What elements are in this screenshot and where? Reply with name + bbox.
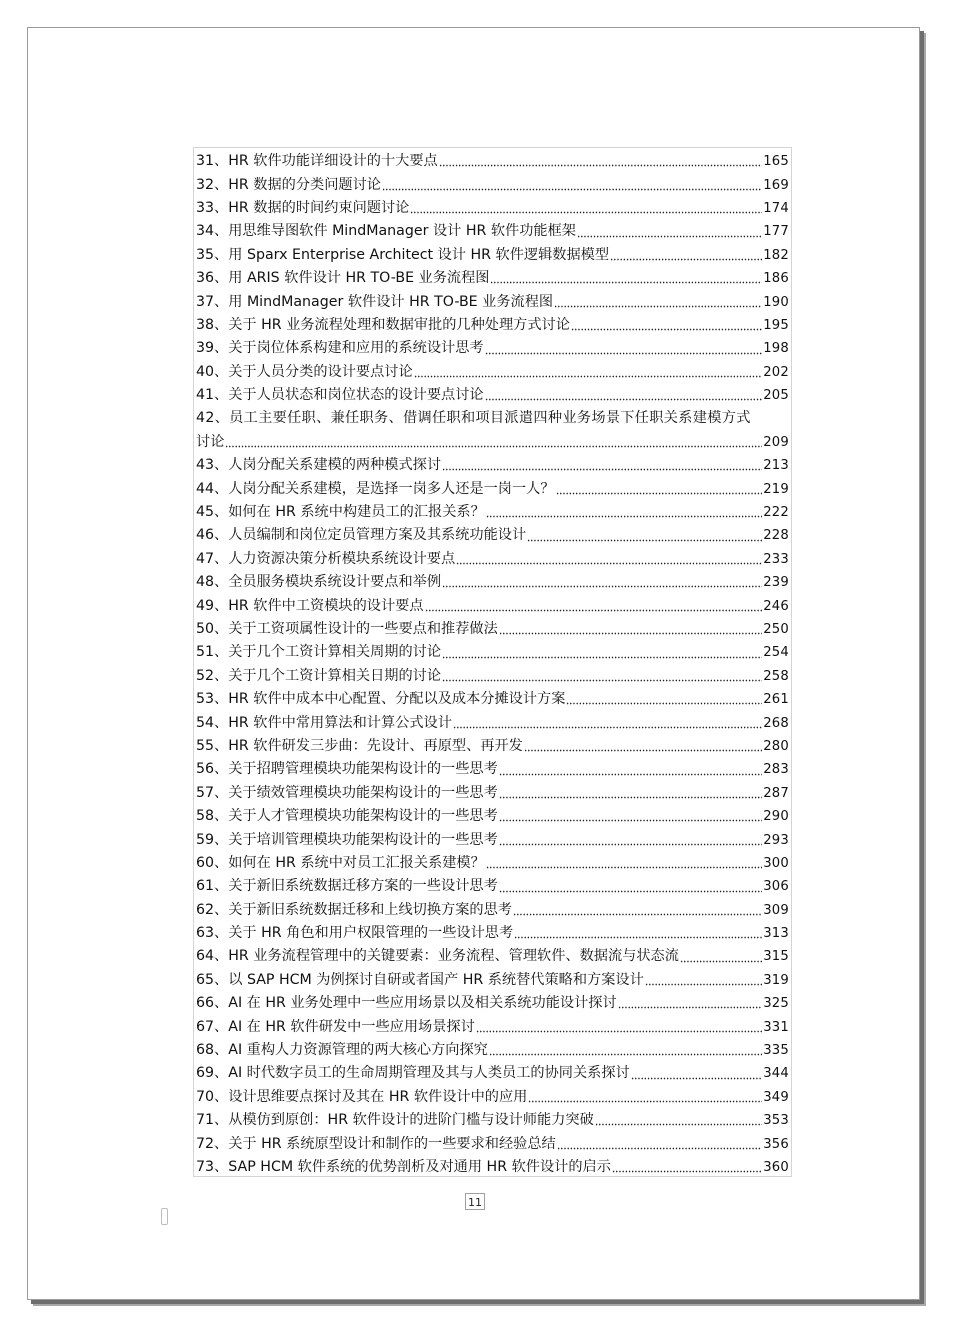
toc-dot-leader xyxy=(514,931,762,939)
toc-entry-page: 349 xyxy=(763,1089,789,1105)
toc-entry[interactable] xyxy=(196,569,789,592)
toc-dot-leader xyxy=(554,300,762,308)
toc-dot-leader xyxy=(556,487,763,495)
toc-entry-page: 233 xyxy=(763,551,789,567)
toc-entry-title: 62、关于新旧系统数据迁移和上线切换方案的思考 xyxy=(196,901,512,918)
toc-entry-title: 49、HR 软件中工资模块的设计要点 xyxy=(196,597,424,614)
toc-entry-page: 344 xyxy=(763,1066,789,1082)
toc-dot-leader xyxy=(442,580,762,588)
toc-entry-title: 42、员工主要任职、兼任职务、借调任职和项目派遣四种业务场景下任职关系建模方式 xyxy=(196,410,751,427)
toc-entry-title: 37、用 MindManager 软件设计 HR TO-BE 业务流程图 xyxy=(196,293,554,310)
toc-entry-page: 186 xyxy=(763,271,789,287)
toc-entry-page: 293 xyxy=(763,832,789,848)
toc-entry[interactable] xyxy=(196,1107,789,1130)
toc-entry-page: 325 xyxy=(763,996,789,1012)
toc-entry-continuation[interactable] xyxy=(196,429,789,452)
toc-entry-page: 246 xyxy=(763,598,789,614)
toc-dot-leader xyxy=(527,534,762,542)
toc-dot-leader xyxy=(513,908,762,916)
toc-entry-page: 195 xyxy=(763,317,789,333)
toc-entry-title: 55、HR 软件研发三步曲：先设计、再原型、再开发 xyxy=(196,737,523,754)
toc-entry[interactable] xyxy=(196,756,789,779)
toc-entry-page: 290 xyxy=(763,809,789,825)
toc-entry-title: 68、AI 重构人力资源管理的两大核心方向探究 xyxy=(196,1042,488,1059)
toc-entry[interactable] xyxy=(196,218,789,241)
toc-entry-page: 190 xyxy=(763,294,789,310)
toc-dot-leader xyxy=(442,463,762,471)
toc-entry-title: 36、用 ARIS 软件设计 HR TO-BE 业务流程图 xyxy=(196,270,490,287)
toc-entry[interactable] xyxy=(196,639,789,662)
toc-dot-leader xyxy=(612,1165,762,1173)
toc-entry-page: 356 xyxy=(763,1136,789,1152)
toc-entry-page: 353 xyxy=(763,1113,789,1129)
toc-dot-leader xyxy=(499,768,762,776)
toc-entry-title: 45、如何在 HR 系统中构建员工的汇报关系？ xyxy=(196,504,485,521)
toc-entry-title: 41、关于人员状态和岗位状态的设计要点讨论 xyxy=(196,387,484,404)
toc-entry-page: 213 xyxy=(763,458,789,474)
toc-entry-title: 66、AI 在 HR 业务处理中一些应用场景以及相关系统功能设计探讨 xyxy=(196,995,617,1012)
toc-entry-page: 228 xyxy=(763,528,789,544)
toc-entry[interactable] xyxy=(196,288,789,311)
page-number: 11 xyxy=(465,1193,485,1210)
toc-entry[interactable] xyxy=(196,850,789,873)
toc-entry[interactable] xyxy=(196,1060,789,1083)
toc-entry-page: 261 xyxy=(763,692,789,708)
toc-dot-leader xyxy=(225,440,762,448)
toc-entry-title: 52、关于几个工资计算相关日期的讨论 xyxy=(196,667,442,684)
toc-entry-page: 198 xyxy=(763,341,789,357)
toc-entry-title: 67、AI 在 HR 软件研发中一些应用场景探讨 xyxy=(196,1018,475,1035)
toc-entry[interactable] xyxy=(196,265,789,288)
toc-entry-title: 56、关于招聘管理模块功能架构设计的一些思考 xyxy=(196,761,498,778)
toc-entry-page: 313 xyxy=(763,926,789,942)
toc-dot-leader xyxy=(442,651,762,659)
toc-entry-title: 32、HR 数据的分类问题讨论 xyxy=(196,176,381,193)
toc-dot-leader xyxy=(414,370,763,378)
toc-entry-title: 53、HR 软件中成本中心配置、分配以及成本分摊设计方案 xyxy=(196,691,566,708)
toc-dot-leader xyxy=(442,674,762,682)
toc-entry-title: 59、关于培训管理模块功能架构设计的一些思考 xyxy=(196,831,498,848)
toc-dot-leader xyxy=(499,814,762,822)
toc-dot-leader xyxy=(485,347,763,355)
toc-dot-leader xyxy=(410,206,762,214)
toc-entry-title: 57、关于绩效管理模块功能架构设计的一些思考 xyxy=(196,784,498,801)
toc-entry-title: 46、人员编制和岗位定员管理方案及其系统功能设计 xyxy=(196,527,527,544)
toc-entry[interactable] xyxy=(196,1013,789,1036)
toc-entry[interactable] xyxy=(196,546,789,569)
toc-entry[interactable] xyxy=(196,499,789,522)
toc-entry-page: 174 xyxy=(763,200,789,216)
toc-dot-leader xyxy=(486,861,762,869)
toc-entry-title: 65、以 SAP HCM 为例探讨自研或者国产 HR 系统替代策略和方案设计 xyxy=(196,971,644,988)
toc-dot-leader xyxy=(453,721,762,729)
toc-entry[interactable] xyxy=(196,452,789,475)
toc-entry-title: 58、关于人才管理模块功能架构设计的一些思考 xyxy=(196,808,498,825)
toc-entry[interactable] xyxy=(196,171,789,194)
toc-entry[interactable] xyxy=(196,148,789,171)
toc-entry-page: 280 xyxy=(763,738,789,754)
toc-entry[interactable] xyxy=(196,195,789,218)
toc-entry[interactable] xyxy=(196,1154,789,1177)
toc-entry[interactable] xyxy=(196,592,789,615)
toc-entry-page: 182 xyxy=(763,247,789,263)
toc-entry-page: 250 xyxy=(763,622,789,637)
toc-entry-title: 40、关于人员分类的设计要点讨论 xyxy=(196,363,413,380)
toc-entry-page: 239 xyxy=(763,575,789,591)
toc-entry[interactable] xyxy=(196,967,789,990)
toc-entry-title: 61、关于新旧系统数据迁移方案的一些设计思考 xyxy=(196,878,498,895)
toc-entry-page: 268 xyxy=(763,715,789,731)
toc-dot-leader xyxy=(680,955,762,963)
toc-entry-page: 331 xyxy=(763,1019,789,1035)
toc-dot-leader xyxy=(524,744,762,752)
toc-entry-title: 48、全员服务模块系统设计要点和举例 xyxy=(196,574,442,591)
toc-entry-page: 169 xyxy=(763,177,789,193)
toc-entry-title: 讨论 xyxy=(196,433,225,450)
toc-entry-title: 31、HR 软件功能详细设计的十大要点 xyxy=(196,153,438,170)
toc-entry-title: 69、AI 时代数字员工的生命周期管理及其与人类员工的协同关系探讨 xyxy=(196,1065,630,1082)
toc-entry[interactable] xyxy=(196,475,789,498)
toc-entry[interactable] xyxy=(196,780,789,803)
toc-entry[interactable] xyxy=(196,335,789,358)
toc-entry-title: 64、HR 业务流程管理中的关键要素：业务流程、管理软件、数据流与状态流 xyxy=(196,948,679,965)
toc-entry[interactable] xyxy=(196,803,789,826)
toc-dot-leader xyxy=(486,510,762,518)
toc-entry[interactable] xyxy=(196,826,789,849)
toc-entry[interactable] xyxy=(196,686,789,709)
toc-entry-title: 73、SAP HCM 软件系统的优势剖析及对通用 HR 软件设计的启示 xyxy=(196,1158,611,1175)
toc-dot-leader xyxy=(577,230,762,238)
toc-entry-title: 35、用 Sparx Enterprise Architect 设计 HR 软件逻辑数据模型 xyxy=(196,246,610,263)
toc-entry-page: 254 xyxy=(763,645,789,661)
toc-entry-page: 202 xyxy=(763,364,789,380)
toc-entry-page: 300 xyxy=(763,855,789,871)
toc-entry[interactable] xyxy=(196,943,789,966)
toc-dot-leader xyxy=(382,183,762,191)
toc-dot-leader xyxy=(425,604,763,612)
toc-entry-page: 335 xyxy=(763,1043,789,1059)
toc-dot-leader xyxy=(439,159,763,167)
toc-dot-leader xyxy=(499,838,762,846)
toc-entry-page: 209 xyxy=(763,434,789,450)
toc-entry-title: 50、关于工资项属性设计的一些要点和推荐做法 xyxy=(196,621,498,637)
toc-dot-leader xyxy=(645,978,762,986)
toc-entry-page: 319 xyxy=(763,972,789,988)
toc-entry-page: 360 xyxy=(763,1159,789,1175)
toc-dot-leader xyxy=(571,323,762,331)
toc-entry-page: 283 xyxy=(763,762,789,778)
toc-entry[interactable] xyxy=(196,359,789,382)
text-cursor-marker xyxy=(161,1208,168,1225)
toc-entry[interactable] xyxy=(196,873,789,896)
toc-entry-page: 309 xyxy=(763,902,789,918)
toc-entry-title: 51、关于几个工资计算相关周期的讨论 xyxy=(196,644,442,661)
toc-dot-leader xyxy=(476,1025,762,1033)
toc-entry-title: 71、从模仿到原创：HR 软件设计的进阶门槛与设计师能力突破 xyxy=(196,1112,594,1129)
document-page xyxy=(27,27,920,1300)
toc-entry-title: 60、如何在 HR 系统中对员工汇报关系建模？ xyxy=(196,854,485,871)
toc-entry[interactable] xyxy=(196,616,789,639)
toc-entry-page: 177 xyxy=(763,224,789,240)
toc-entry-title: 38、关于 HR 业务流程处理和数据审批的几种处理方式讨论 xyxy=(196,316,570,333)
toc-dot-leader xyxy=(490,276,762,284)
toc-entry-title: 34、用思维导图软件 MindManager 设计 HR 软件功能框架 xyxy=(196,223,576,240)
toc-entry-title: 72、关于 HR 系统原型设计和制作的一些要求和经验总结 xyxy=(196,1135,556,1152)
toc-dot-leader xyxy=(489,1048,762,1056)
toc-entry[interactable] xyxy=(196,663,789,686)
toc-entry-page: 306 xyxy=(763,879,789,895)
toc-entry-page: 315 xyxy=(763,949,789,965)
toc-entry[interactable] xyxy=(196,405,789,428)
toc-entry[interactable] xyxy=(196,1130,789,1153)
toc-entry-title: 47、人力资源决策分析模块系统设计要点 xyxy=(196,550,456,567)
toc-entry-title: 63、关于 HR 角色和用户权限管理的一些设计思考 xyxy=(196,925,514,942)
toc-entry-page: 165 xyxy=(763,154,789,170)
toc-entry[interactable] xyxy=(196,312,789,335)
toc-dot-leader xyxy=(528,1095,762,1103)
toc-entry[interactable] xyxy=(196,733,789,756)
toc-dot-leader xyxy=(557,1142,762,1150)
table-of-contents xyxy=(193,147,792,1177)
toc-entry-page: 287 xyxy=(763,785,789,801)
toc-entry[interactable] xyxy=(196,920,789,943)
toc-entry-page: 222 xyxy=(763,505,789,521)
toc-dot-leader xyxy=(595,1118,762,1126)
toc-entry-page: 258 xyxy=(763,668,789,684)
toc-entry-title: 44、人岗分配关系建模，是选择一岗多人还是一岗一人？ xyxy=(196,480,555,497)
toc-dot-leader xyxy=(485,393,763,401)
toc-dot-leader xyxy=(456,557,762,565)
toc-list xyxy=(196,148,789,1177)
toc-entry[interactable] xyxy=(196,382,789,405)
toc-entry-title: 39、关于岗位体系构建和应用的系统设计思考 xyxy=(196,340,484,357)
toc-entry[interactable] xyxy=(196,522,789,545)
toc-entry-title: 54、HR 软件中常用算法和计算公式设计 xyxy=(196,714,452,731)
toc-entry[interactable] xyxy=(196,1084,789,1107)
toc-entry[interactable] xyxy=(196,242,789,265)
toc-entry-title: 70、设计思维要点探讨及其在 HR 软件设计中的应用 xyxy=(196,1088,528,1105)
toc-dot-leader xyxy=(499,627,762,635)
toc-dot-leader xyxy=(499,885,762,893)
toc-dot-leader xyxy=(610,253,762,261)
toc-dot-leader xyxy=(631,1072,763,1080)
toc-entry[interactable] xyxy=(196,897,789,920)
toc-entry-title: 43、人岗分配关系建模的两种模式探讨 xyxy=(196,457,442,474)
toc-entry-title: 33、HR 数据的时间约束问题讨论 xyxy=(196,199,410,216)
toc-entry-page: 219 xyxy=(763,481,789,497)
toc-entry[interactable] xyxy=(196,709,789,732)
toc-entry-page: 205 xyxy=(763,388,789,404)
toc-entry[interactable] xyxy=(196,1037,789,1060)
toc-dot-leader xyxy=(566,697,762,705)
toc-entry[interactable] xyxy=(196,990,789,1013)
toc-dot-leader xyxy=(499,791,762,799)
toc-dot-leader xyxy=(618,1001,763,1009)
